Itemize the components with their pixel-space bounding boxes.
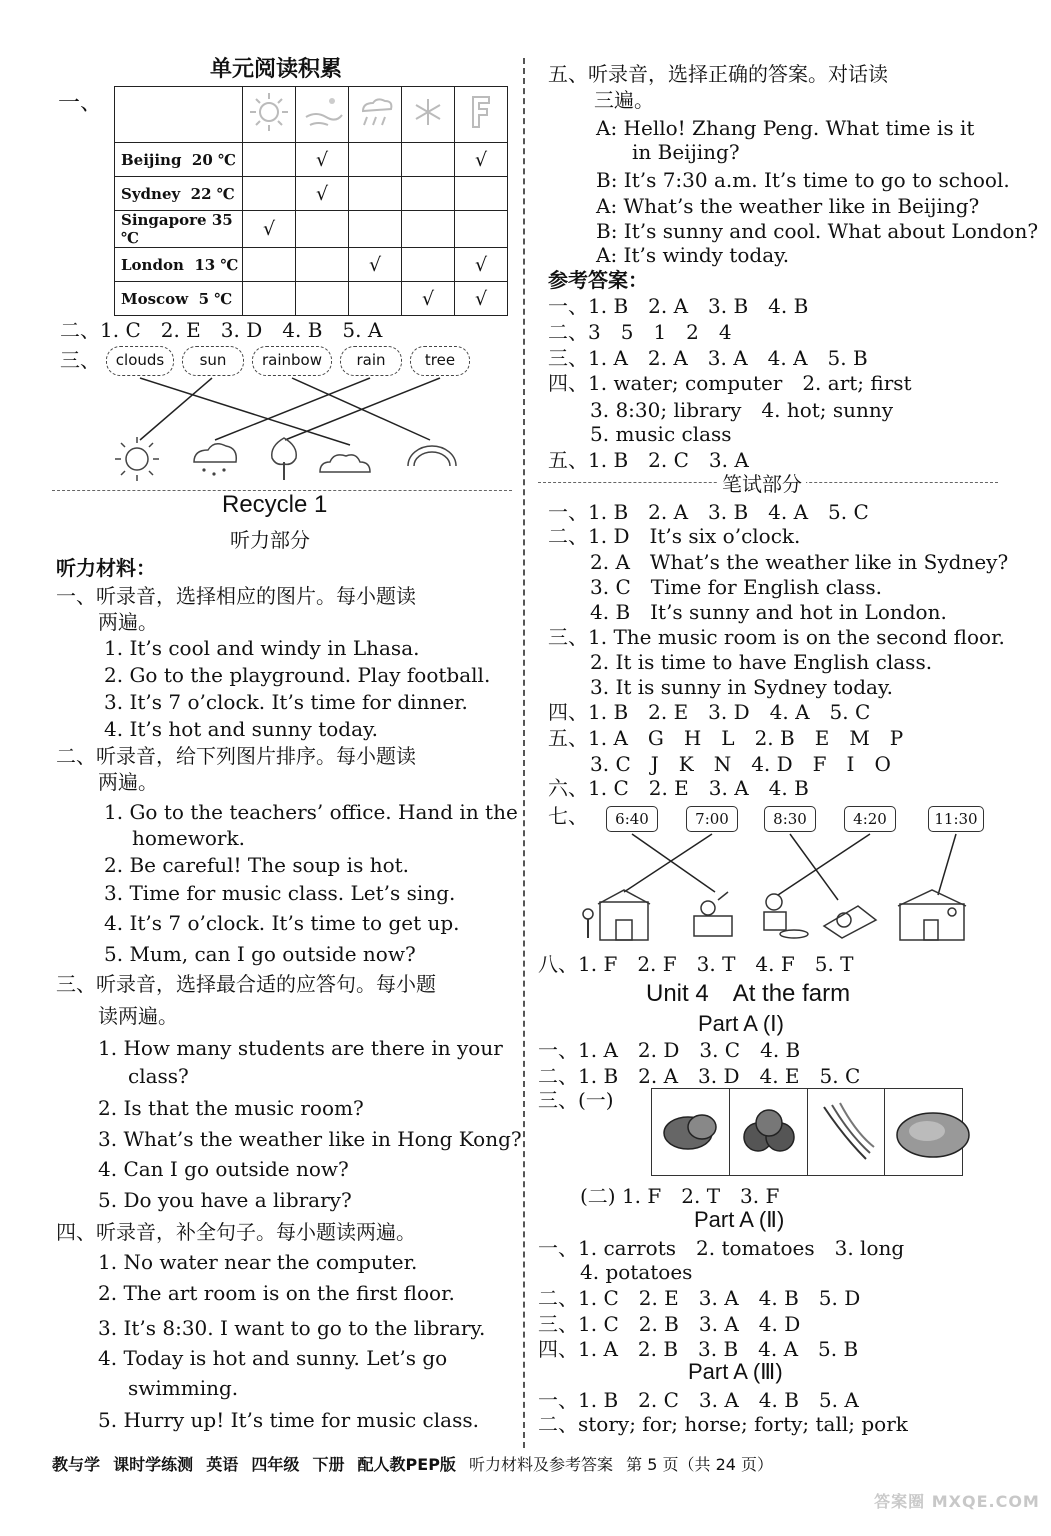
potatoes-image	[885, 1089, 962, 1175]
listening-line: 3. It’s 7 o’clock. It’s time for dinner.	[104, 690, 468, 714]
part-a1-line: 三、(一)	[538, 1088, 614, 1112]
dialogue-line: in Beijing?	[632, 140, 740, 164]
footer-grade: 四年级	[251, 1455, 300, 1474]
listening-line: 2. Is that the music room?	[98, 1096, 364, 1120]
q8-answers: 八、1. F 2. F 3. T 4. F 5. T	[538, 952, 854, 976]
listening-line: 二、听录音，给下列图片排序。每小题读	[56, 744, 416, 768]
listening-line: 4. It’s 7 o’clock. It’s time to get up.	[104, 911, 460, 935]
material-label: 听力材料：	[56, 556, 156, 580]
word-tree: tree	[410, 346, 470, 376]
part-a2-line: 四、1. A 2. B 3. B 4. A 5. B	[538, 1337, 859, 1361]
part-a1-sub2: (二) 1. F 2. T 3. F	[580, 1184, 780, 1208]
part-a2-line: 一、1. carrots 2. tomatoes 3. long	[538, 1236, 905, 1260]
written-answer-line: 3. C J K N 4. D F I O	[590, 752, 891, 776]
school-icon	[580, 886, 666, 944]
listening-line: 4. Today is hot and sunny. Let’s go	[98, 1346, 448, 1370]
answer-line: 一、1. B 2. A 3. B 4. B	[548, 294, 809, 318]
answer-line: 3. 8:30; library 4. hot; sunny	[590, 398, 894, 422]
listening-line: 5. Hurry up! It’s time for music class.	[98, 1408, 479, 1432]
written-part-title: 笔试部分	[718, 472, 806, 496]
table-row: Moscow 5 ℃ √ √	[115, 282, 508, 316]
sleeping-icon	[818, 886, 882, 944]
listening-line: 1. No water near the computer.	[98, 1250, 418, 1274]
answer-line: 五、1. B 2. C 3. A	[548, 448, 749, 472]
table-row: Singapore 35 ℃ √	[115, 211, 508, 248]
answer-line: 四、1. water; computer 2. art; first	[548, 371, 912, 395]
listening-line: 3. It’s 8:30. I want to go to the library.	[98, 1316, 486, 1340]
clock-label: 11:30	[928, 806, 984, 832]
q1-label: 一、	[58, 91, 103, 116]
right-line: 五、听录音，选择正确的答案。对话读	[548, 62, 888, 86]
green-beans-image	[808, 1089, 886, 1175]
listening-line: 4. It’s hot and sunny today.	[104, 717, 379, 741]
table-row: Sydney 22 ℃ √	[115, 177, 508, 211]
written-answer-line: 4. B It’s sunny and hot in London.	[590, 600, 947, 624]
dialogue-line: A: It’s windy today.	[596, 243, 790, 267]
listening-line: 3. Time for music class. Let’s sing.	[104, 881, 456, 905]
recycle-title: Recycle 1	[222, 491, 328, 518]
answer-line: 5. music class	[590, 422, 732, 446]
tomatoes-image	[730, 1089, 808, 1175]
written-answer-line: 四、1. B 2. E 3. D 4. A 5. C	[548, 700, 871, 724]
written-answer-line: 二、1. D It’s six o’clock.	[548, 524, 801, 548]
part-a2-line: 三、1. C 2. B 3. A 4. D	[538, 1312, 801, 1336]
footer-page: 第 5 页（共 24 页）	[626, 1455, 774, 1474]
table-row: London 13 ℃ √ √	[115, 248, 508, 282]
word-sun: sun	[182, 346, 244, 376]
listening-line: 四、听录音，补全句子。每小题读两遍。	[56, 1220, 416, 1244]
written-answer-line: 2. It is time to have English class.	[590, 650, 933, 674]
word-rainbow: rainbow	[252, 346, 332, 376]
right-line: 三遍。	[594, 88, 654, 112]
listening-line: 2. Be careful! The soup is hot.	[104, 853, 410, 877]
listening-line: 2. The art room is on the first floor.	[98, 1281, 455, 1305]
dialogue-line: A: What’s the weather like in Beijing?	[596, 194, 980, 218]
table-row: Beijing 20 ℃ √ √	[115, 143, 508, 177]
listening-line: homework.	[132, 826, 245, 850]
part-a2-title: Part A (Ⅱ)	[694, 1207, 785, 1232]
written-answer-line: 六、1. C 2. E 3. A 4. B	[548, 776, 809, 800]
part-a1-line: 二、1. B 2. A 3. D 4. E 5. C	[538, 1064, 861, 1088]
footer-section: 听力材料及参考答案	[469, 1455, 614, 1474]
q3-label: 三、	[60, 348, 100, 372]
listening-line: 一、听录音，选择相应的图片。每小题读	[56, 584, 416, 608]
listening-line: 4. Can I go outside now?	[98, 1157, 349, 1181]
listening-line: 1. It’s cool and windy in Lhasa.	[104, 636, 420, 660]
footer-subject: 英语	[206, 1455, 239, 1474]
footer-edition: 配人教PEP版	[357, 1455, 456, 1474]
part-a3-title: Part A (Ⅲ)	[688, 1359, 783, 1384]
listening-line: 2. Go to the playground. Play football.	[104, 663, 491, 687]
word-rain: rain	[340, 346, 402, 376]
clock-label: 7:00	[686, 806, 738, 832]
part-a2-line: 4. potatoes	[580, 1260, 693, 1284]
footer-brand: 教与学	[52, 1455, 101, 1474]
dialogue-line: B: It’s sunny and cool. What about London?	[596, 219, 1039, 243]
listening-line: 5. Mum, can I go outside now?	[104, 942, 416, 966]
clock-label: 8:30	[764, 806, 816, 832]
listening-line: 5. Do you have a library?	[98, 1188, 352, 1212]
listening-line: 三、听录音，选择最合适的应答句。每小题	[56, 972, 436, 996]
food-picture-row	[651, 1088, 963, 1176]
written-answer-line: 3. It is sunny in Sydney today.	[590, 675, 893, 699]
footer-series: 课时学练测	[113, 1455, 194, 1474]
q2-answers: 二、1. C 2. E 3. D 4. B 5. A	[60, 318, 383, 342]
word-clouds: clouds	[106, 346, 174, 376]
dialogue-line: A: Hello! Zhang Peng. What time is it	[596, 116, 975, 140]
dialogue-line: B: It’s 7:30 a.m. It’s time to go to school.	[596, 168, 1010, 192]
clock-label: 4:20	[844, 806, 896, 832]
answer-line: 二、3 5 1 2 4	[548, 320, 732, 344]
listening-part-title: 听力部分	[230, 528, 310, 552]
listening-line: 1. Go to the teachers’ office. Hand in the	[104, 800, 518, 824]
listening-line: 两遍。	[98, 610, 158, 634]
listening-line: 两遍。	[98, 770, 158, 794]
part-a2-line: 二、1. C 2. E 3. A 4. B 5. D	[538, 1286, 861, 1310]
meat-image	[652, 1089, 730, 1175]
listening-line: class?	[128, 1064, 189, 1088]
part-a3-line: 二、story; for; horse; forty; tall; pork	[538, 1412, 908, 1436]
listening-line: 1. How many students are there in your	[98, 1036, 503, 1060]
school-building-icon	[894, 886, 974, 944]
bed-icon	[688, 886, 738, 944]
watermark-logo: 答案圈 MXQE.COM	[874, 1492, 1040, 1511]
part-a3-line: 一、1. B 2. C 3. A 4. B 5. A	[538, 1388, 859, 1412]
listening-line: swimming.	[128, 1376, 239, 1400]
written-answer-line: 3. C Time for English class.	[590, 575, 882, 599]
part-a1-title: Part A (Ⅰ)	[698, 1011, 784, 1036]
answer-line: 三、1. A 2. A 3. A 4. A 5. B	[548, 346, 868, 370]
page-footer	[52, 1452, 773, 1475]
written-answer-line: 2. A What’s the weather like in Sydney?	[590, 550, 1009, 574]
part-a1-line: 一、1. A 2. D 3. C 4. B	[538, 1038, 801, 1062]
written-answer-line: 一、1. B 2. A 3. B 4. A 5. C	[548, 500, 869, 524]
clock-label: 6:40	[606, 806, 658, 832]
listening-line: 读两遍。	[98, 1004, 178, 1028]
eating-icon	[756, 886, 812, 944]
listening-line: 3. What’s the weather like in Hong Kong?	[98, 1127, 522, 1151]
answer-key-label: 参考答案：	[548, 268, 648, 292]
unit4-title: Unit 4 At the farm	[646, 980, 851, 1007]
unit-reading-title: 单元阅读积累	[210, 57, 343, 82]
written-answer-line: 三、1. The music room is on the second floor.	[548, 625, 1005, 649]
written-answer-line: 五、1. A G H L 2. B E M P	[548, 726, 904, 750]
footer-term: 下册	[312, 1455, 345, 1474]
q7-label: 七、	[548, 804, 588, 828]
